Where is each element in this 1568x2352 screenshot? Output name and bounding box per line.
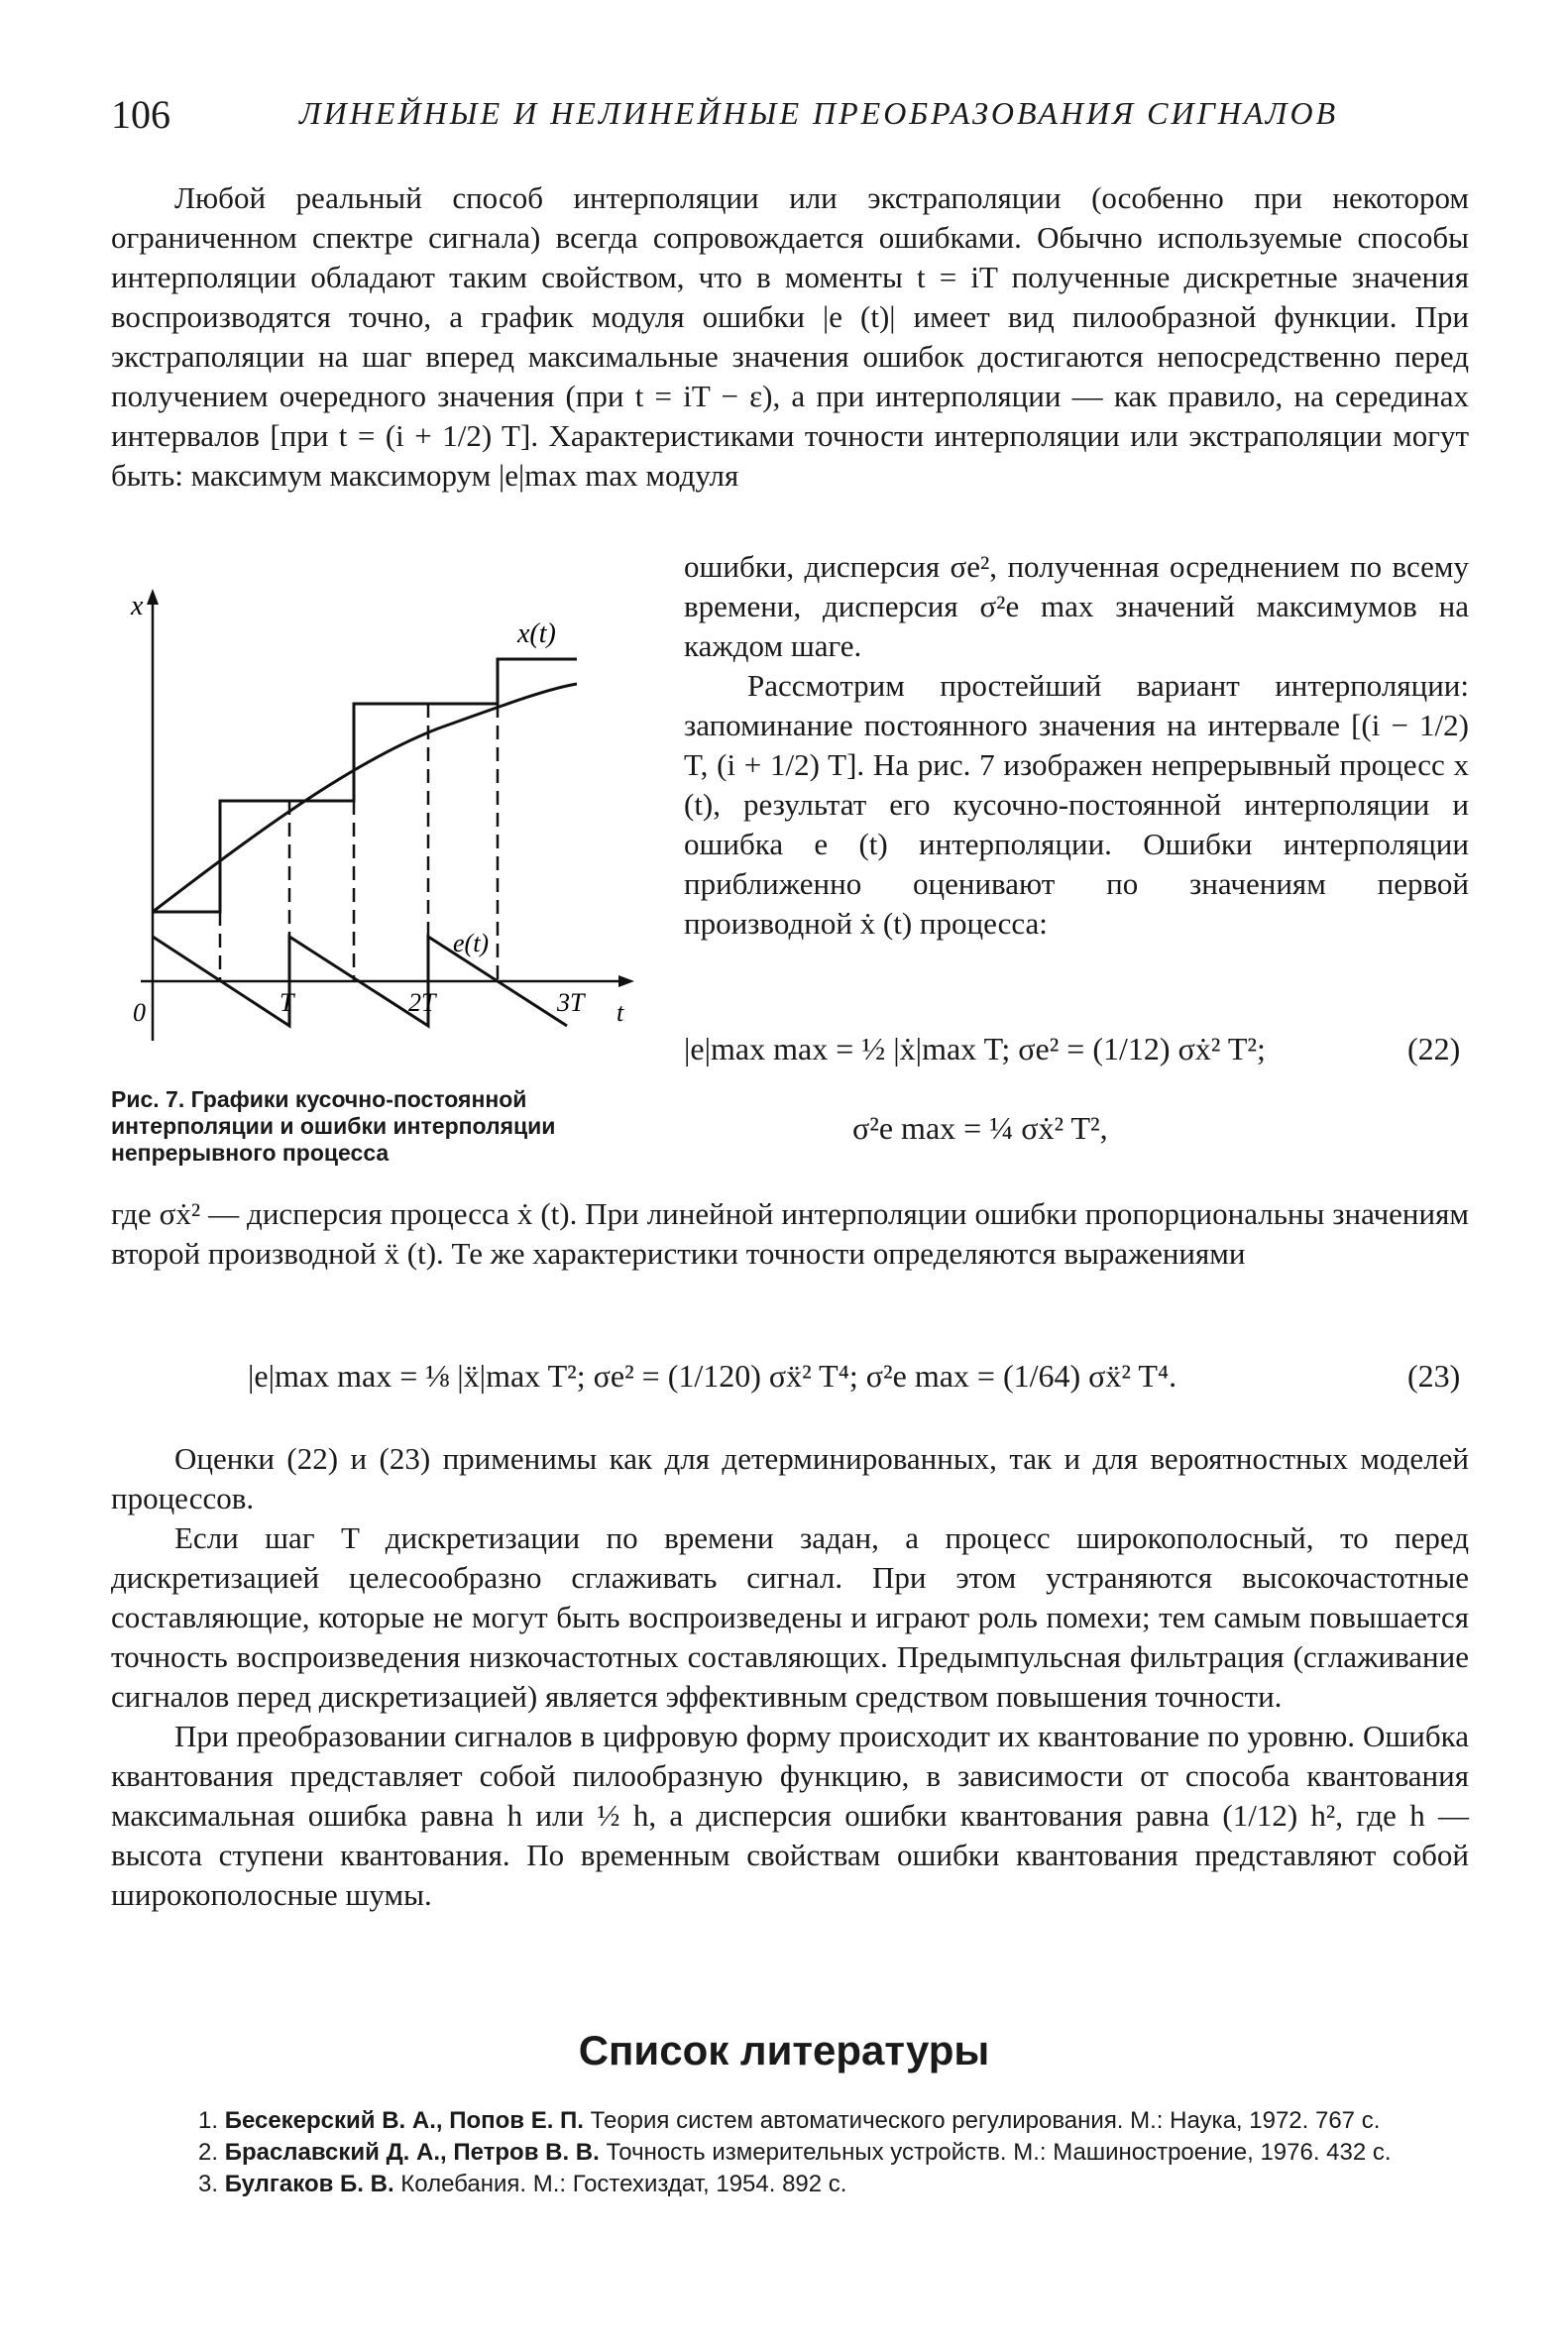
right-column <box>684 547 1469 944</box>
step-interpolation <box>153 659 577 912</box>
quantization-paragraph: При преобразовании сигналов в цифровую форму происходит их квантование по уровню. Ошибка квантования представляет собой пилообразную функцию, в зависимости от способа квантования максимальная ошибка равна h или ½ h, а дисперсия ошибки квантования равна (1/12) h², где h — высота ступени квантования. По временным свойствам ошибки квантования представляют собой широкополосные шумы. <box>111 1719 1469 1912</box>
equation-23: |e|max max = ⅛ |ẍ|max T²; σe² = (1/120) σẍ² T⁴; σ²e max = (1/64) σẍ² T⁴. <box>248 1358 1177 1394</box>
reference-item <box>111 2106 1469 2136</box>
equation-23-number: (23) <box>1407 1358 1461 1394</box>
label-2T: 2T <box>408 988 436 1017</box>
estimates-paragraph: Оценки (22) и (23) применимы как для детерминированных, так и для вероятностных моделей процессов. <box>111 1441 1469 1515</box>
body-paragraphs <box>111 1439 1469 1915</box>
where-text: где σẋ² — дисперсия процесса ẋ (t). При линейной интерполяции ошибки пропорциональны значениям второй производной ẍ (t). Те же характеристики точности определяются выражениями <box>111 1196 1469 1271</box>
sampling-step-paragraph: Если шаг T дискретизации по времени задан, а процесс широкополосный, то перед дискретизацией целесообразно сглаживать сигнал. При этом устраняются высокочастотные составляющие, которые не могут быть воспроизведены и играют роль помехи; тем самым повышается точность воспроизведения низкочастотных составляющих. Предымпульсная фильтрация (сглаживание сигналов перед дискретизацией) является эффективным средством повышения точности. <box>111 1520 1469 1714</box>
right-column-p1: ошибки, дисперсия σe², полученная осреднением по всему времени, дисперсия σ²e max значений максимумов на каждом шаге. <box>684 549 1469 663</box>
label-x-t: x(t) <box>517 618 556 649</box>
right-column-p2: Рассмотрим простейший вариант интерполяции: запоминание постоянного значения на интервале [(i − 1/2) T, (i + 1/2) T]. На рис. 7 изображен непрерывный процесс x (t), результат его кусочно-постоянной интерполяции и ошибка e (t) интерполяции. Ошибки интерполяции приближенно оценивают по значениям первой производной ẋ (t) процесса: <box>684 668 1469 941</box>
page-header <box>111 91 1469 141</box>
reference-text: Колебания. М.: Гостехиздат, 1954. 892 с. <box>400 2171 847 2197</box>
equation-22-number: (22) <box>1407 1031 1461 1066</box>
t-axis-arrow <box>618 975 634 987</box>
figure-caption: Рис. 7. Графики кусочно-постоянной интерполяции и ошибки интерполяции непрерывного процесса <box>111 1086 556 1166</box>
reference-text: Точность измерительных устройств. М.: Машиностроение, 1976. 432 с. <box>606 2139 1392 2166</box>
y-axis-arrow <box>147 589 159 605</box>
reference-number: 2. <box>198 2139 219 2166</box>
intro-text: Любой реальный способ интерполяции или экстраполяции (особенно при некотором ограниченном спектре сигнала) всегда сопровождается ошибками. Обычно используемые способы интерполяции обладают таким свойством, что в моменты t = iT полученные дискретные значения воспроизводятся точно, а график модуля ошибки |e (t)| имеет вид пилообразной функции. При экстраполяции на шаг вперед максимальные значения ошибок достигаются непосредственно перед получением очередного значения (при t = iT − ε), а при интерполяции — как правило, на серединах интервалов [при t = (i + 1/2) T]. Характеристиками точности интерполяции или экстраполяции могут быть: максимум максиморум |e|max max модуля <box>111 180 1469 493</box>
label-e-t: e(t) <box>453 929 490 957</box>
reference-authors: Булгаков Б. В. <box>224 2171 394 2197</box>
label-3T: 3T <box>557 988 585 1017</box>
equation-22-line2: σ²e max = ¼ σẋ² T², <box>852 1110 1108 1146</box>
reference-authors: Браславский Д. А., Петров В. В. <box>224 2139 600 2166</box>
reference-number: 3. <box>198 2171 219 2197</box>
references-title: Список литературы <box>578 2027 990 2073</box>
where-paragraph <box>111 1194 1469 1274</box>
reference-number: 1. <box>198 2107 219 2134</box>
curve-x-t <box>153 684 577 912</box>
reference-authors: Бесекерский В. А., Попов Е. П. <box>224 2107 584 2134</box>
equation-22-line1: |e|max max = ½ |ẋ|max T; σe² = (1/12) σẋ² T²; <box>684 1031 1266 1066</box>
label-origin: 0 <box>133 998 146 1027</box>
running-title: ЛИНЕЙНЫЕ И НЕЛИНЕЙНЫЕ ПРЕОБРАЗОВАНИЯ СИГНАЛОВ <box>299 95 1339 131</box>
references-list <box>111 2106 1469 2201</box>
label-y-axis: x <box>131 591 144 621</box>
reference-item <box>111 2138 1469 2168</box>
figure-7 <box>111 585 646 1051</box>
label-T: T <box>280 988 294 1017</box>
intro-paragraph <box>111 178 1469 496</box>
reference-item <box>111 2170 1469 2199</box>
reference-text: Теория систем автоматического регулирования. М.: Наука, 1972. 767 с. <box>590 2107 1381 2134</box>
label-t-axis: t <box>616 998 624 1027</box>
page-number: 106 <box>111 92 170 137</box>
